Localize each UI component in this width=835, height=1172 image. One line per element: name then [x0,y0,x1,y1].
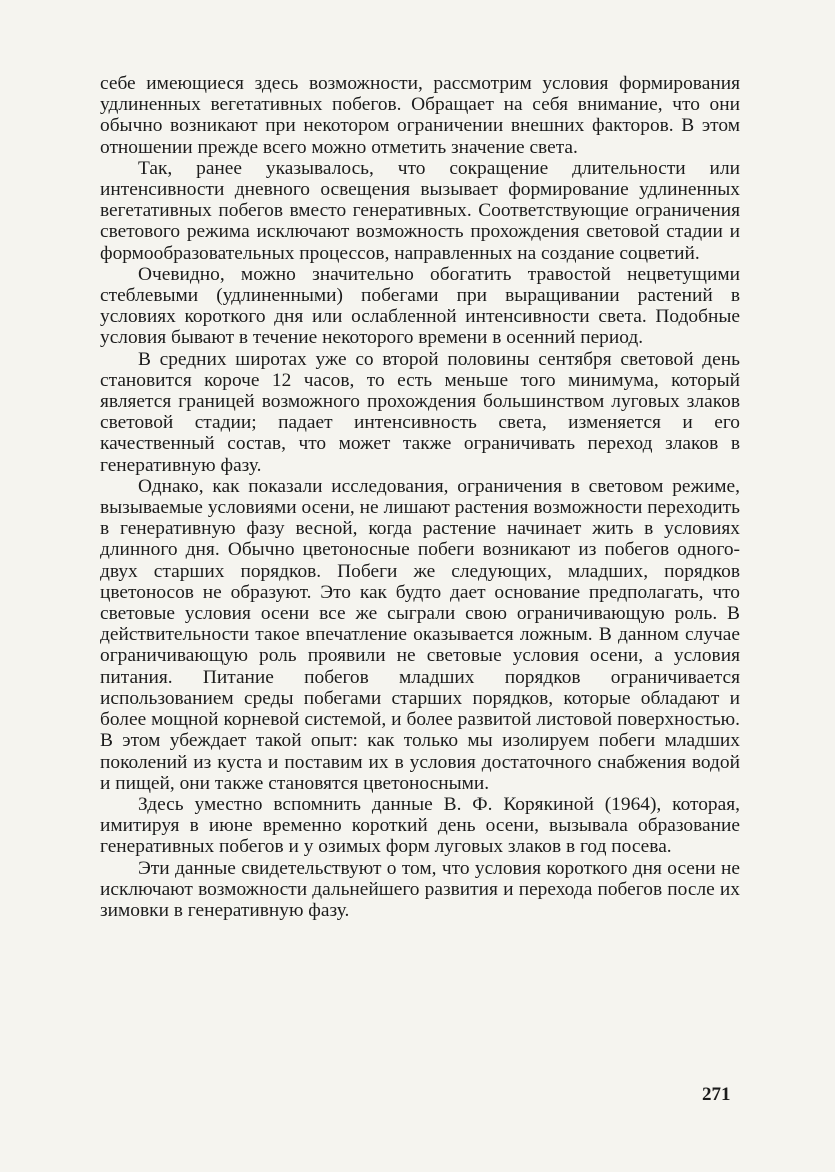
paragraph-2: Так, ранее указывалось, что сокращение длительности или интенсивности дневного освещения вызывает формирование удлиненных вегетативных побегов вместо генеративных. Соответствующие ограничения светового режима исключают возможность прохождения световой стадии и формообразовательных процессов, направленных на создание соцветий. [100,157,740,264]
page-number: 271 [702,1084,731,1105]
paragraph-1: себе имеющиеся здесь возможности, рассмотрим условия формирования удлиненных вегетативных побегов. Обращает на себя внимание, что они обычно возникают при некотором ограничении внешних факторов. В этом отношении прежде всего можно отметить значение света. [100,73,740,158]
paragraph-3: Очевидно, можно значительно обогатить травостой нецветущими стеблевыми (удлиненными) побегами при выращивании растений в условиях короткого дня или ослабленной интенсивности света. Подобные условия бывают в течение некоторого времени в осенний период. [100,263,740,349]
body-text [100,73,740,921]
paragraph-6: Здесь уместно вспомнить данные В. Ф. Корякиной (1964), которая, имитируя в июне временно короткий день осени, вызывала образование генеративных побегов и у озимых форм луговых злаков в год посева. [100,793,740,858]
paragraph-7: Эти данные свидетельствуют о том, что условия короткого дня осени не исключают возможности дальнейшего развития и перехода побегов после их зимовки в генеративную фазу. [100,857,740,921]
paragraph-4: В средних широтах уже со второй половины сентября световой день становится короче 12 часов, то есть меньше того минимума, который является границей возможного прохождения большинством луговых злаков световой стадии; падает интенсивность света, изменяется и его качественный состав, что может также ограничивать переход злаков в генеративную фазу. [100,348,740,476]
paragraph-5: Однако, как показали исследования, ограничения в световом режиме, вызываемые условиями осени, не лишают растения возможности переходить в генеративную фазу весной, когда растение начинает жить в условиях длинного дня. Обычно цветоносные побеги возникают из побегов одного-двух старших порядков. Побеги же следующих, младших, порядков цветоносов не образуют. Это как будто дает основание предполагать, что световые условия осени все же сыграли свою ограничивающую роль. В действительности такое впечатление оказывается ложным. В данном случае ограничивающую роль проявили не световые условия осени, а условия питания. Питание побегов младших порядков ограничивается использованием среды побегами старших порядков, которые обладают и более мощной корневой системой, и более развитой листовой поверхностью. В этом убеждает такой опыт: как только мы изолируем побеги младших поколений из куста и поставим их в условия достаточного снабжения водой и пищей, они также становятся цветоносными. [100,475,740,794]
